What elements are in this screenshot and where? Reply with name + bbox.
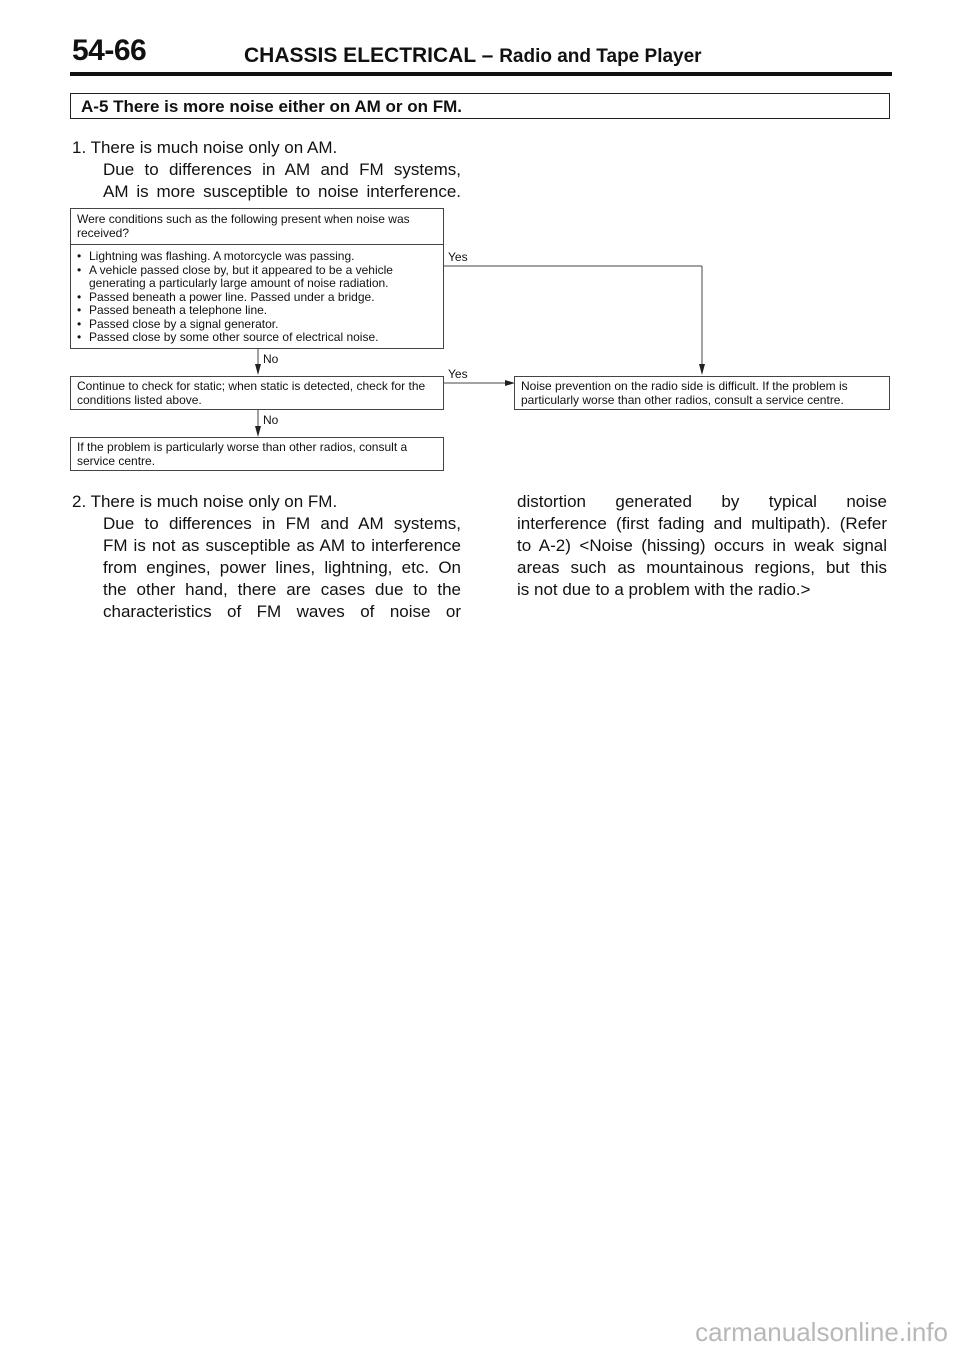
- item2-line: Due to differences in FM and AM systems,: [103, 514, 461, 533]
- section-title-box: A-5 There is more noise either on AM or on FM.: [70, 93, 890, 119]
- item2-heading: 2. There is much noise only on FM.: [72, 492, 338, 511]
- bullet-item: • Lightning was flashing. A motorcycle was passing.: [77, 249, 355, 263]
- item1-line: AM is more susceptible to noise interference.: [103, 182, 461, 201]
- final-box: If the problem is particularly worse than other radios, consult a service centre.: [70, 437, 444, 471]
- item2-line: distortion generated by typical noise: [517, 492, 887, 511]
- no-label-1: No: [263, 352, 279, 366]
- item2-line: characteristics of FM waves of noise or: [103, 602, 461, 621]
- item2-line: to A-2) <Noise (hissing) occurs in weak signal: [517, 536, 887, 555]
- chapter-title: CHASSIS ELECTRICAL: [244, 44, 476, 67]
- item2-line: interference (first fading and multipath). (Refer: [517, 514, 887, 533]
- watermark[interactable]: carmanualsonline.info: [695, 1317, 948, 1347]
- bullet-item: • Passed close by some other source of electrical noise.: [77, 330, 379, 344]
- page-number: 54-66: [72, 34, 147, 67]
- item2-line: from engines, power lines, lightning, etc. On: [103, 558, 461, 577]
- bullet-item: • Passed beneath a power line. Passed under a bridge.: [77, 289, 375, 304]
- result-box: Noise prevention on the radio side is difficult. If the problem is particularly worse than other radios, consult a service centre.: [514, 376, 890, 410]
- question-box: [70, 208, 444, 349]
- item2-line: areas such as mountainous regions, but this: [517, 558, 887, 577]
- continue-box: Continue to check for static; when static is detected, check for the conditions listed above.: [70, 376, 444, 410]
- arrow-down-final: [255, 426, 261, 437]
- item2-right-column: [517, 491, 887, 601]
- item2-line: is not due to a problem with the radio.>: [517, 580, 811, 599]
- item2-line: FM is not as susceptible as AM to interference: [103, 536, 461, 555]
- question-bullets: [71, 245, 443, 350]
- no-label-2: No: [263, 413, 279, 427]
- item1-line: Due to differences in AM and FM systems,: [103, 160, 461, 179]
- item2-line: the other hand, there are cases due to the: [103, 580, 461, 599]
- question-title: Were conditions such as the following present when noise was received?: [77, 212, 410, 240]
- yes-label-1: Yes: [448, 250, 468, 264]
- title-separator: –: [481, 44, 494, 67]
- arrow-down-result: [699, 364, 705, 375]
- item2-left-column: [103, 513, 461, 623]
- bullet-item: • Passed beneath a telephone line.: [77, 303, 268, 317]
- bullet-item: • Passed close by a signal generator.: [77, 316, 279, 331]
- arrow-down-continue: [255, 364, 261, 375]
- bullet-item: • A vehicle passed close by, but it appeared to be a vehicle generating a particularly large amount of noise radiation.: [77, 262, 393, 290]
- yes-label-2: Yes: [448, 367, 468, 381]
- section-subtitle: Radio and Tape Player: [499, 46, 702, 67]
- item1-heading: 1. There is much noise only on AM.: [72, 138, 338, 157]
